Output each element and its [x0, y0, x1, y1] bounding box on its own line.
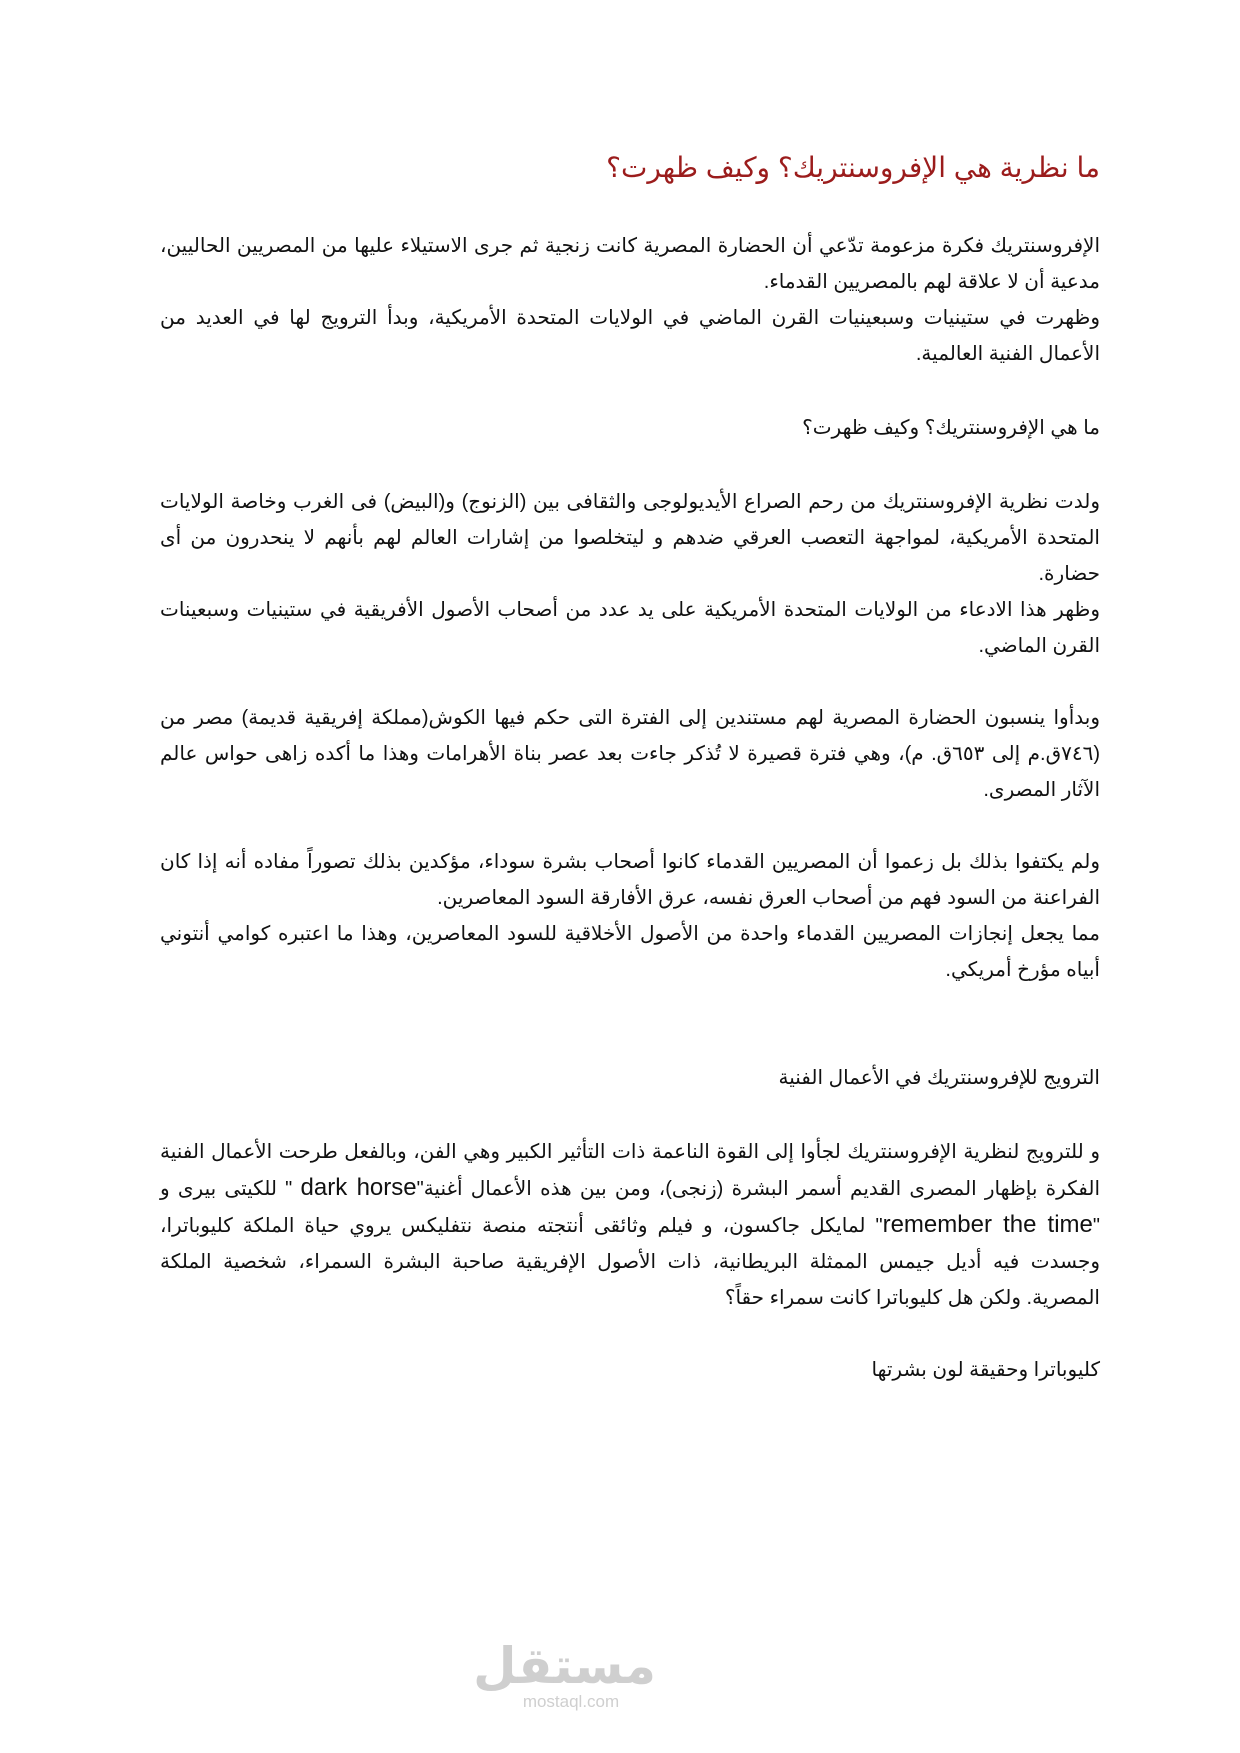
section2-text-b: " للكيتى بيرى و " [160, 1178, 1100, 1237]
section2-paragraph-1 [160, 1134, 1100, 1316]
section-heading-origin: ما هي الإفروسنتريك؟ وكيف ظهرت؟ [802, 417, 1100, 439]
mostaql-watermark [473, 1637, 656, 1712]
song-title-remember-the-time: remember the time [882, 1211, 1093, 1238]
watermark-logo: مستقل [473, 1637, 656, 1695]
intro-paragraph-2: وظهرت في ستينيات وسبعينيات القرن الماضي في الولايات المتحدة الأمريكية، وبدأ الترويج لها في العديد من الأعمال الفنية العالمية. [160, 307, 1100, 365]
watermark-url: mostaql.com [522, 1692, 620, 1711]
section-heading-art: الترويج للإفروسنتريك في الأعمال الفنية [778, 1067, 1100, 1089]
intro-paragraph-1: الإفروسنتريك فكرة مزعومة تدّعي أن الحضارة المصرية كانت زنجية ثم جرى الاستيلاء عليها من المصريين الحاليين، مدعية أن لا علاقة لهم بالمصريين القدماء. [160, 235, 1100, 293]
document-body [160, 148, 1100, 1388]
section1-paragraph-5: مما يجعل إنجازات المصريين القدماء واحدة من الأصول الأخلاقية للسود المعاصرين، وهذا ما اعتبره كوامي أنتوني أبياه مؤرخ أمريكي. [160, 923, 1100, 981]
section1-paragraph-2: وظهر هذا الادعاء من الولايات المتحدة الأمريكية على يد عدد من أصحاب الأصول الأفريقية في ستينيات وسبعينات القرن الماضي. [160, 599, 1100, 657]
section2-text-c: " لمايكل جاكسون، و فيلم وثائقى أنتجته منصة نتفليكس يروي حياة الملكة كليوباترا، وجسدت فيه أديل جيمس الممثلة البريطانية، ذات الأصول الإفريقية صاحبة البشرة السمراء، شخصية الملكة المصرية. ولكن هل كليوباترا كانت سمراء حقاً؟ [160, 1215, 1100, 1309]
section1-paragraph-3: وبدأوا ينسبون الحضارة المصرية لهم مستندين إلى الفترة التى حكم فيها الكوش(مملكة إفريقية قديمة) مصر من (٧٤٦ق.م إلى ٦٥٣ق. م)، وهي فترة قصيرة لا تُذكر جاءت بعد عصر بناة الأهرامات وهذا ما أكده زاهى حواس عالم الآثار المصرى. [160, 707, 1100, 801]
section2-text-a: و للترويج لنظرية الإفروسنتريك لجأوا إلى القوة الناعمة ذات التأثير الكبير وهي الفن، وبالفعل طرحت الأعمال الفنية الفكرة بإظهار المصرى القديم أسمر البشرة (زنجى)، ومن بين هذه الأعمال أغنية" [160, 1141, 1101, 1200]
section-heading-cleopatra: كليوباترا وحقيقة لون بشرتها [871, 1359, 1100, 1381]
section1-paragraph-1: ولدت نظرية الإفروسنتريك من رحم الصراع الأيديولوجى والثقافى بين (الزنوج) و(البيض) فى الغرب وخاصة الولايات المتحدة الأمريكية، لمواجهة التعصب العرقي ضدهم و ليتخلصوا من إشارات العالم لهم بأنهم لا ينحدرون من أى حضارة. [160, 491, 1100, 585]
song-title-dark-horse: dark horse [300, 1174, 417, 1201]
page-title: ما نظرية هي الإفروسنتريك؟ وكيف ظهرت؟ [606, 152, 1100, 183]
section1-paragraph-4: ولم يكتفوا بذلك بل زعموا أن المصريين القدماء كانوا أصحاب بشرة سوداء، مؤكدين بذلك تصوراً مفاده أنه إذا كان الفراعنة من السود فهم من أصحاب العرق نفسه، عرق الأفارقة السود المعاصرين. [160, 851, 1100, 909]
